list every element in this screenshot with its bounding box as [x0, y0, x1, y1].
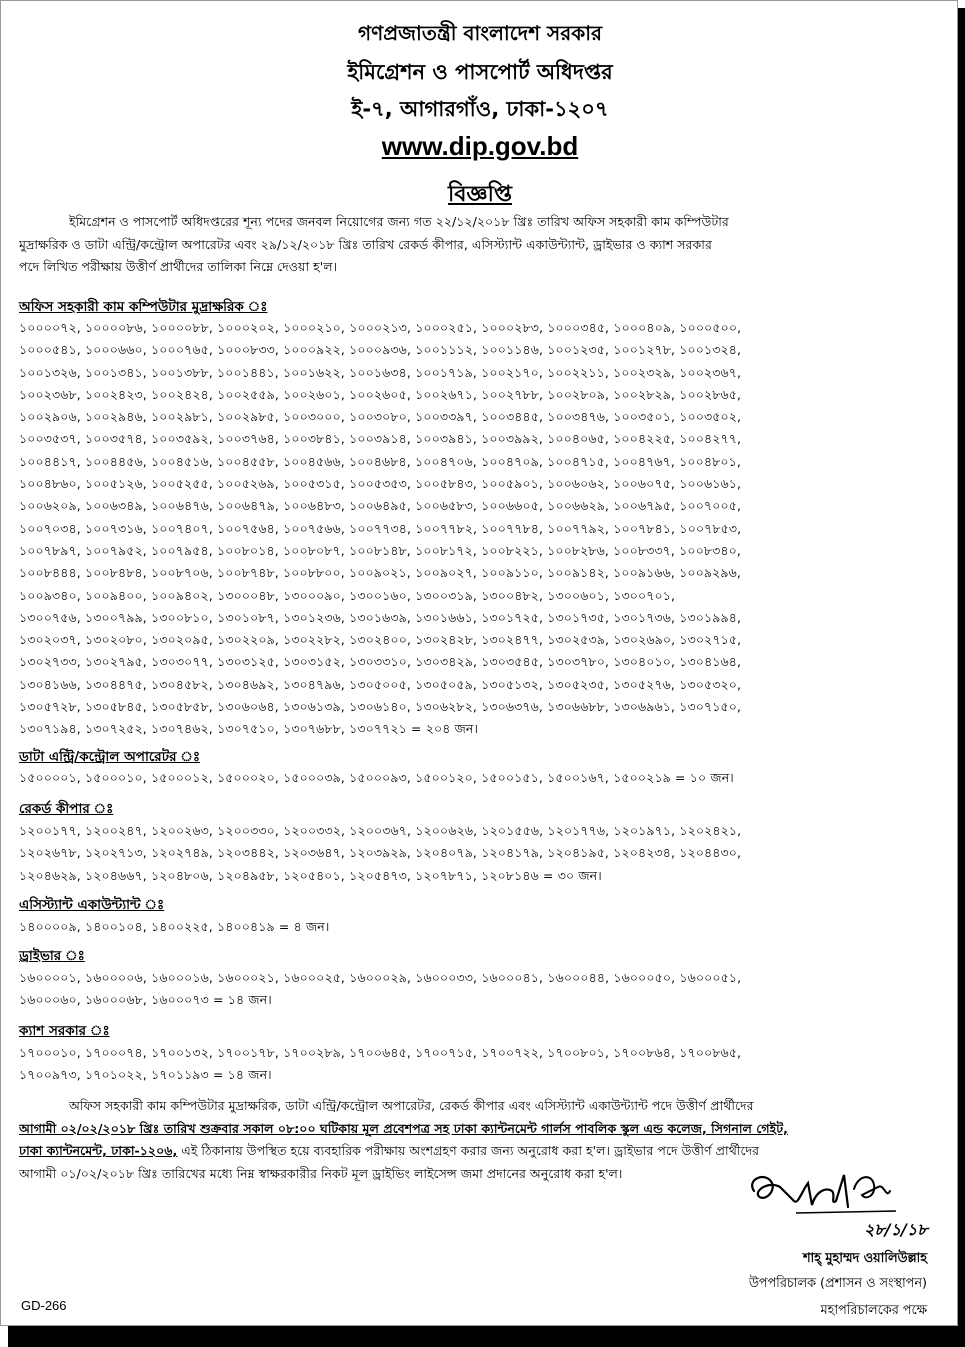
roll-line: ১৩০৫৭২৮, ১৩০৫৮৪৫, ১৩০৫৮৫৮, ১৩০৬০৬৪, ১৩০৬১৩৯, ১৩০৬১৪০, ১৩০৬২৮২, ১৩০৬৩৭৬, ১৩০৬৬৮৮, ১৩০৬৯৬১, ১৩০৭১৫০,: [19, 699, 742, 715]
roll-line: ১২০২৬৭৮, ১২০২৭১৩, ১২০২৭৪৯, ১২০৩৪৪২, ১২০৩৬৪৭, ১২০৩৯২৯, ১২০৪০৭৯, ১২০৪১৭৯, ১২০৪১৯৫, ১২০৪২৩৪, ১২০৪৪৩০,: [19, 845, 742, 861]
roll-line: ১০০৮৪৪৪, ১০০৮৪৮৪, ১০০৮৭০৬, ১০০৮৭৪৮, ১০০৮৮০০, ১০০৯০২১, ১০০৯০২৭, ১০০৯১১০, ১০০৯১৪২, ১০০৯১৬৬, ১০০৯২৯৬,: [19, 565, 742, 581]
roll-line: ১৭০০৯৭৩, ১৭০১০২২, ১৭০১১৯৩ = ১৪ জন।: [19, 1067, 272, 1083]
roll-line: ১০০০৫৪১, ১০০০৬৬০, ১০০০৭৬৫, ১০০০৮৩৩, ১০০০৯২২, ১০০০৯৩৬, ১০০১১১২, ১০০১১৪৬, ১০০১২৩৫, ১০০১২৭৮, ১০০১৩২৪,: [19, 342, 742, 358]
roll-line: ১৩০৪১৬৬, ১৩০৪৪৭৫, ১৩০৪৫৮২, ১৩০৪৬৯২, ১৩০৪৭৯৬, ১৩০৫০০৫, ১৩০৫০৫৯, ১৩০৫১৩২, ১৩০৫২৩৫, ১৩০৫২৭৬, ১৩০৫৩২০,: [19, 676, 742, 692]
roll-line: ১৪০০০০৯, ১৪০০১০৪, ১৪০০২২৫, ১৪০০৪১৯ = ৪ জন।: [19, 919, 330, 934]
section-title-cash-sarkar: ক্যাশ সরকার ঃ: [19, 1023, 110, 1039]
signatory-designation: উপপরিচালক (প্রশাসন ও সংস্থাপন): [748, 1276, 927, 1291]
government-name: গণপ্রজাতন্ত্রী বাংলাদেশ সরকার: [358, 21, 602, 45]
roll-line: ১২০০১৭৭, ১২০০২৪৭, ১২০০২৬৩, ১২০০৩৩০, ১২০০৩৩২, ১২০০৩৬৭, ১২০০৬২৬, ১২০১৫৫৬, ১২০১৭৭৬, ১২০১৯৭১, ১২০২৪২১,: [19, 823, 742, 838]
roll-line: ১০০৭০৩৪, ১০০৭৩১৬, ১০০৭৪০৭, ১০০৭৫৬৪, ১০০৭৫৬৬, ১০০৭৭৩৪, ১০০৭৭৮২, ১০০৭৭৮৪, ১০০৭৭৯২, ১০০৭৮৪১, ১০০৭৮৫৩,: [19, 520, 742, 536]
roll-list-assistant-accountant: [19, 916, 937, 938]
roll-line: ১৩০২৭৩৩, ১৩০২৭৯৫, ১৩০৩০৭৭, ১৩০৩১২৫, ১৩০৩১৫২, ১৩০৩৩১০, ১৩০৩৪২৯, ১৩০৩৫৪৫, ১৩০৩৭৮০, ১৩০৪০১০, ১৩০৪১৬৪,: [19, 654, 742, 670]
department-name: ইমিগ্রেশন ও পাসপোর্ট অধিদপ্তর: [347, 60, 613, 84]
roll-line: ১০০৬২০৯, ১০০৬৩৪৯, ১০০৬৪৭৬, ১০০৬৪৭৯, ১০০৬৪৮৩, ১০০৬৪৯৫, ১০০৬৫৮৩, ১০০৬৬০৫, ১০০৬৬২৯, ১০০৬৭৯৫, ১০০৭০০৫,: [19, 498, 742, 514]
roll-line: ১০০৪৪১৭, ১০০৪৪৫৬, ১০০৪৫১৬, ১০০৪৫৫৮, ১০০৪৫৬৬, ১০০৪৬৮৪, ১০০৪৭০৬, ১০০৪৭০৯, ১০০৪৭১৫, ১০০৪৭৬৭, ১০০৪৮০১,: [19, 453, 742, 469]
roll-line: ১২০৪৬২৯, ১২০৪৬৬৭, ১২০৪৮০৬, ১২০৪৯৫৮, ১২০৫৪০১, ১২০৫৪৭৩, ১২০৭৮৭১, ১২০৮১৪৬ = ৩০ জন।: [19, 867, 602, 883]
notice-title: বিজ্ঞপ্তি: [448, 182, 512, 207]
roll-line: ১০০৪৮৬০, ১০০৫১২৬, ১০০৫২৫৫, ১০০৫২৬৯, ১০০৫৩১৫, ১০০৫৩৫৩, ১০০৫৮৪৩, ১০০৫৯০১, ১০০৬০৬২, ১০০৬০৭৫, ১০০৬১৬১,: [19, 476, 742, 492]
exam-venue: ঢাকা ক্যান্টনমেন্ট, ঢাকা-১২০৬,: [19, 1143, 178, 1158]
roll-list-record-keeper: [19, 820, 937, 887]
roll-line: ১০০৩৫৩৭, ১০০৩৫৭৪, ১০০৩৫৯২, ১০০৩৭৬৪, ১০০৩৮৪১, ১০০৩৯১৪, ১০০৩৯৪১, ১০০৩৯৯২, ১০০৪০৬৫, ১০০৪২২৫, ১০০৪২৭৭,: [19, 431, 742, 447]
section-title-assistant-accountant: এসিস্ট্যান্ট একাউন্ট্যান্ট ঃ: [19, 897, 165, 913]
closing-line-exam-date: আগামী ০২/০২/২০১৮ খ্রিঃ তারিখ শুক্রবার সকাল ০৮:০০ ঘটিকায় মূল প্রবেশপত্র সহ ঢাকা ক্যান্টনমেন্ট গার্লস পাবলিক স্কুল এন্ড কলেজ, সিগনাল গেইট,: [19, 1120, 788, 1136]
signature: [736, 1161, 936, 1246]
roll-list-office-assistant: [19, 317, 937, 741]
signatory-on-behalf: মহাপরিচালকের পক্ষে: [820, 1303, 927, 1318]
roll-line: ১০০৯৩৪০, ১০০৯৪০০, ১০০৯৪০২, ১৩০০০৪৮, ১৩০০০৯০, ১৩০০১৬০, ১৩০০৩১৯, ১৩০০৪৮২, ১৩০০৬০১, ১৩০০৭০১,: [19, 587, 676, 603]
website-link[interactable]: www.dip.gov.bd: [381, 131, 579, 161]
section-title-office-assistant: অফিস সহকারী কাম কম্পিউটার মুদ্রাক্ষরিক ঃ: [19, 299, 268, 315]
roll-line: ১০০০০৭২, ১০০০০৮৬, ১০০০০৮৮, ১০০০২০২, ১০০০২১০, ১০০০২১৩, ১০০০২৫১, ১০০০২৮৩, ১০০০৩৪৫, ১০০০৪০৯, ১০০০৫০০,: [19, 320, 742, 335]
roll-line: ১৩০০৭৫৬, ১৩০০৭৯৯, ১৩০০৮১০, ১৩০১০৮৭, ১৩০১২৩৬, ১৩০১৬৩৯, ১৩০১৬৬১, ১৩০১৭২৫, ১৩০১৭৩৫, ১৩০১৭৩৬, ১৩০১৯৯৪,: [19, 609, 742, 625]
document-code: GD-266: [21, 1298, 67, 1313]
closing-text: এই ঠিকানায় উপস্থিত হয়ে ব্যবহারিক পরীক্ষায় অংশগ্রহণ করার জন্য অনুরোধ করা হ'ল। ড্রাইভার পদে উত্তীর্ণ প্রার্থীদের: [177, 1143, 760, 1158]
closing-line: [19, 1140, 935, 1163]
closing-line: আগামী ০১/০২/২০১৮ খ্রিঃ তারিখের মধ্যে নিম্ন স্বাক্ষরকারীর নিকট মূল ড্রাইভিং লাইসেন্স জমা প্রদানের অনুরোধ করা হ'ল।: [19, 1165, 623, 1181]
roll-line: ১০০৭৮৯৭, ১০০৭৯৫২, ১০০৭৯৫৪, ১০০৮০১৪, ১০০৮০৮৭, ১০০৮১৪৮, ১০০৮১৭২, ১০০৮২২১, ১০০৮২৮৬, ১০০৮৩৩৭, ১০০৮৩৪০,: [19, 542, 742, 558]
signature-scribble-icon: [736, 1161, 936, 1246]
roll-line: ১০০২৩৬৮, ১০০২৪২৩, ১০০২৪২৪, ১০০২৫৫৯, ১০০২৬০১, ১০০২৬০৫, ১০০২৬৭১, ১০০২৭৮৮, ১০০২৮০৯, ১০০২৮২৯, ১০০২৮৬৫,: [19, 386, 742, 402]
roll-line: ১৬০০০০১, ১৬০০০০৬, ১৬০০০১৬, ১৬০০০২১, ১৬০০০২৫, ১৬০০০২৯, ১৬০০০৩৩, ১৬০০০৪১, ১৬০০০৪৪, ১৬০০০৫০, ১৬০০০৫১,: [19, 970, 742, 985]
intro-line: পদে লিখিত পরীক্ষায় উত্তীর্ণ প্রার্থীদের তালিকা নিম্নে দেওয়া হ'ল।: [19, 259, 338, 274]
signature-date: ২৮/১/১৮: [864, 1220, 928, 1239]
roll-line: ১০০১৩২৬, ১০০১৩৪১, ১০০১৩৮৮, ১০০১৪৪১, ১০০১৬২২, ১০০১৬৩৪, ১০০১৭১৯, ১০০২১৭০, ১০০২২১১, ১০০২৩২৯, ১০০২৩৬৭,: [19, 364, 742, 380]
section-title-data-entry: ডাটা এন্ট্রি/কন্ট্রোল অপারেটর ঃ: [19, 749, 201, 765]
page-shadow-bottom: [8, 1326, 965, 1347]
intro-line: ইমিগ্রেশন ও পাসপোর্ট অধিদপ্তরের শূন্য পদের জনবল নিয়োগের জন্য গত ২২/১২/২০১৮ খ্রিঃ তারিখ অফিস সহকারী কাম কম্পিউটার: [69, 214, 729, 229]
department-address: ই-৭, আগারগাঁও, ঢাকা-১২০৭: [351, 97, 609, 121]
section-title-driver: ড্রাইভার ঃ: [19, 948, 85, 964]
roll-list-data-entry: [19, 767, 937, 789]
roll-line: ১৬০০০৬০, ১৬০০০৬৮, ১৬০০০৭৩ = ১৪ জন।: [19, 992, 272, 1008]
closing-line: অফিস সহকারী কাম কম্পিউটার মুদ্রাক্ষরিক, ডাটা এন্ট্রি/কন্ট্রোল অপারেটর, রেকর্ড কীপার এবং এসিস্ট্যান্ট একাউন্ট্যান্ট পদে উত্তীর্ণ প্রার্থীদের: [69, 1098, 754, 1113]
roll-line: ১৫০০০০১, ১৫০০০১০, ১৫০০০১২, ১৫০০০২০, ১৫০০০৩৯, ১৫০০০৯৩, ১৫০০১২০, ১৫০০১৫১, ১৫০০১৬৭, ১৫০০২১৯ = ১০ জন।: [19, 770, 734, 785]
intro-line: মুদ্রাক্ষরিক ও ডাটা এন্ট্রি/কন্ট্রোল অপারেটর এবং ২৯/১২/২০১৮ খ্রিঃ তারিখ রেকর্ড কীপার, এসিস্ট্যান্ট একাউন্ট্যান্ট, ড্রাইভার ও ক্যাশ সরকার: [19, 236, 712, 252]
intro-paragraph: [19, 211, 935, 279]
section-title-record-keeper: রেকর্ড কীপার ঃ: [19, 801, 114, 817]
roll-list-driver: [19, 967, 937, 1012]
signatory-name: শাহ্ মুহাম্মদ ওয়ালিউল্লাহ: [802, 1251, 927, 1266]
roll-line: ১০০২৯০৬, ১০০২৯৪৬, ১০০২৯৮১, ১০০২৯৮৫, ১০০৩০০০, ১০০৩০৮০, ১০০৩৩৯৭, ১০০৩৪৪৫, ১০০৩৪৭৬, ১০০৩৫০১, ১০০৩৫০২,: [19, 409, 742, 425]
roll-line: ১৩০৭১৯৪, ১৩০৭২৫২, ১৩০৭৪৬২, ১৩০৭৫১০, ১৩০৭৬৮৮, ১৩০৭৭২১ = ২০৪ জন।: [19, 721, 479, 737]
page-shadow-right: [958, 8, 965, 1347]
roll-line: ১৭০০০১০, ১৭০০০৭৪, ১৭০০১৩২, ১৭০০১৭৮, ১৭০০২৮৯, ১৭০০৬৪৫, ১৭০০৭১৫, ১৭০০৭২২, ১৭০০৮০১, ১৭০০৮৬৪, ১৭০০৮৬৫,: [19, 1045, 742, 1060]
roll-list-cash-sarkar: [19, 1042, 937, 1087]
roll-line: ১৩০২০৩৭, ১৩০২০৮০, ১৩০২০৯৫, ১৩০২২০৯, ১৩০২২৮২, ১৩০২৪০০, ১৩০২৪২৮, ১৩০২৪৭৭, ১৩০২৫৩৯, ১৩০২৬৯০, ১৩০২৭১৫,: [19, 632, 742, 648]
